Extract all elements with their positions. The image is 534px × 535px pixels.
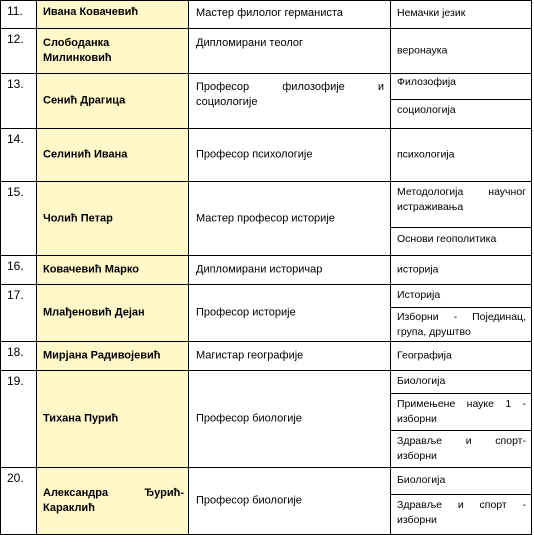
- row-number-cell: [0, 29, 36, 73]
- row-number: 19.: [7, 374, 24, 388]
- teacher-name: Тихана Пурић: [43, 412, 119, 425]
- subject-cell: [391, 430, 531, 467]
- qualification: Мастер филолог германиста: [196, 7, 343, 19]
- teacher-name: Ивана Ковачевић: [43, 6, 139, 18]
- subject: Филозофија: [397, 76, 457, 88]
- table-row: [0, 0, 532, 29]
- qualification-cell: [188, 74, 390, 128]
- qualification-cell: [188, 182, 390, 255]
- qualification-cell: [188, 371, 390, 467]
- subject: Биологија: [397, 375, 446, 387]
- row-number-cell: [0, 1, 36, 28]
- subject-cell: [391, 494, 531, 534]
- subject-cell: [391, 74, 531, 99]
- row-number-cell: [0, 256, 36, 284]
- subject: Историја: [397, 289, 441, 301]
- subject: психологија: [397, 148, 455, 161]
- subject: историја: [397, 263, 439, 276]
- qualification: Професор биологије: [196, 494, 302, 507]
- qualification: Професор историје: [196, 306, 296, 319]
- name-cell: [36, 74, 188, 128]
- row-number-cell: [0, 74, 36, 128]
- name-cell: [36, 285, 188, 341]
- table-row: [0, 256, 532, 285]
- qualification: Дипломирани историчар: [196, 263, 323, 276]
- row-number: 15.: [7, 185, 24, 199]
- teacher-name: Александра Ђурић-Караклић: [43, 487, 184, 514]
- row-number-cell: [0, 129, 36, 181]
- subject: Изборни - Појединац, група, друштво: [397, 311, 526, 338]
- subject-cell: [391, 182, 531, 227]
- subjects-cell: [390, 182, 532, 255]
- qualification-cell: [188, 256, 390, 284]
- teacher-name: Чолић Петар: [43, 212, 113, 224]
- name-cell: [36, 129, 188, 181]
- row-number: 17.: [7, 288, 24, 302]
- row-number-cell: [0, 182, 36, 255]
- name-cell: [36, 468, 188, 534]
- row-number: 18.: [7, 345, 24, 359]
- qualification: Професор филозофије и социологије: [196, 81, 384, 108]
- subjects-cell: [390, 29, 532, 73]
- table-row: [0, 182, 532, 256]
- subject: социологија: [397, 104, 456, 116]
- row-number: 12.: [7, 32, 24, 46]
- row-number: 13.: [7, 77, 24, 91]
- table-row: [0, 371, 532, 468]
- name-cell: [36, 371, 188, 467]
- subjects-cell: [390, 74, 532, 128]
- row-number-cell: [0, 285, 36, 341]
- subject: веронаука: [397, 44, 448, 57]
- subject: Примењене науке 1 - изборни: [397, 398, 526, 425]
- qualification: Мастер професор историје: [196, 212, 335, 224]
- row-number: 14.: [7, 132, 24, 146]
- subjects-cell: [390, 285, 532, 341]
- qualification-cell: [188, 468, 390, 534]
- qualification-cell: [188, 285, 390, 341]
- subjects-cell: [390, 342, 532, 370]
- qualification-cell: [188, 1, 390, 28]
- table-row: [0, 29, 532, 74]
- name-cell: [36, 1, 188, 28]
- subjects-cell: [390, 256, 532, 284]
- subjects-cell: [390, 1, 532, 28]
- teacher-name: Ковачевић Марко: [43, 263, 139, 276]
- qualification: Професор биологије: [196, 412, 302, 425]
- subject-cell: [391, 227, 531, 255]
- teacher-name: Млађеновић Дејан: [43, 306, 145, 319]
- subject: Географија: [397, 349, 452, 362]
- row-number: 16.: [7, 259, 24, 273]
- row-number-cell: [0, 371, 36, 467]
- table-row: [0, 129, 532, 182]
- row-number: 20.: [7, 471, 24, 485]
- subject: Методологија научног истраживања: [397, 186, 526, 213]
- subject: Здравље и спорт- изборни: [397, 435, 526, 462]
- table-row: [0, 74, 532, 129]
- subject-cell: [391, 393, 531, 430]
- qualification-cell: [188, 29, 390, 73]
- subjects-cell: [390, 468, 532, 534]
- subject-cell: [391, 468, 531, 494]
- table-row: [0, 342, 532, 371]
- name-cell: [36, 29, 188, 73]
- subject: Немачки језик: [397, 7, 466, 19]
- teacher-name: Мирјана Радивојевић: [43, 349, 161, 362]
- teacher-name: Слободанка Милинковић: [43, 37, 112, 64]
- qualification-cell: [188, 342, 390, 370]
- subject-cell: [391, 307, 531, 341]
- table-row: [0, 285, 532, 342]
- teacher-name: Сенић Драгица: [43, 94, 126, 107]
- row-number-cell: [0, 342, 36, 370]
- name-cell: [36, 342, 188, 370]
- table-row: [0, 468, 532, 535]
- subject-cell: [391, 371, 531, 393]
- subject: Биологија: [397, 474, 446, 486]
- qualification: Професор психологије: [196, 148, 313, 161]
- row-number: 11.: [7, 4, 23, 18]
- subject-cell: [391, 99, 531, 128]
- qualification: Магистар географије: [196, 349, 304, 362]
- subject: Здравље и спорт - изборни: [397, 499, 526, 526]
- subjects-cell: [390, 129, 532, 181]
- qualification: Дипломирани теолог: [196, 37, 304, 49]
- teacher-name: Селинић Ивана: [43, 148, 128, 161]
- name-cell: [36, 182, 188, 255]
- qualification-cell: [188, 129, 390, 181]
- subjects-cell: [390, 371, 532, 467]
- subject: Основи геополитика: [397, 233, 497, 245]
- subject-cell: [391, 285, 531, 307]
- row-number-cell: [0, 468, 36, 534]
- name-cell: [36, 256, 188, 284]
